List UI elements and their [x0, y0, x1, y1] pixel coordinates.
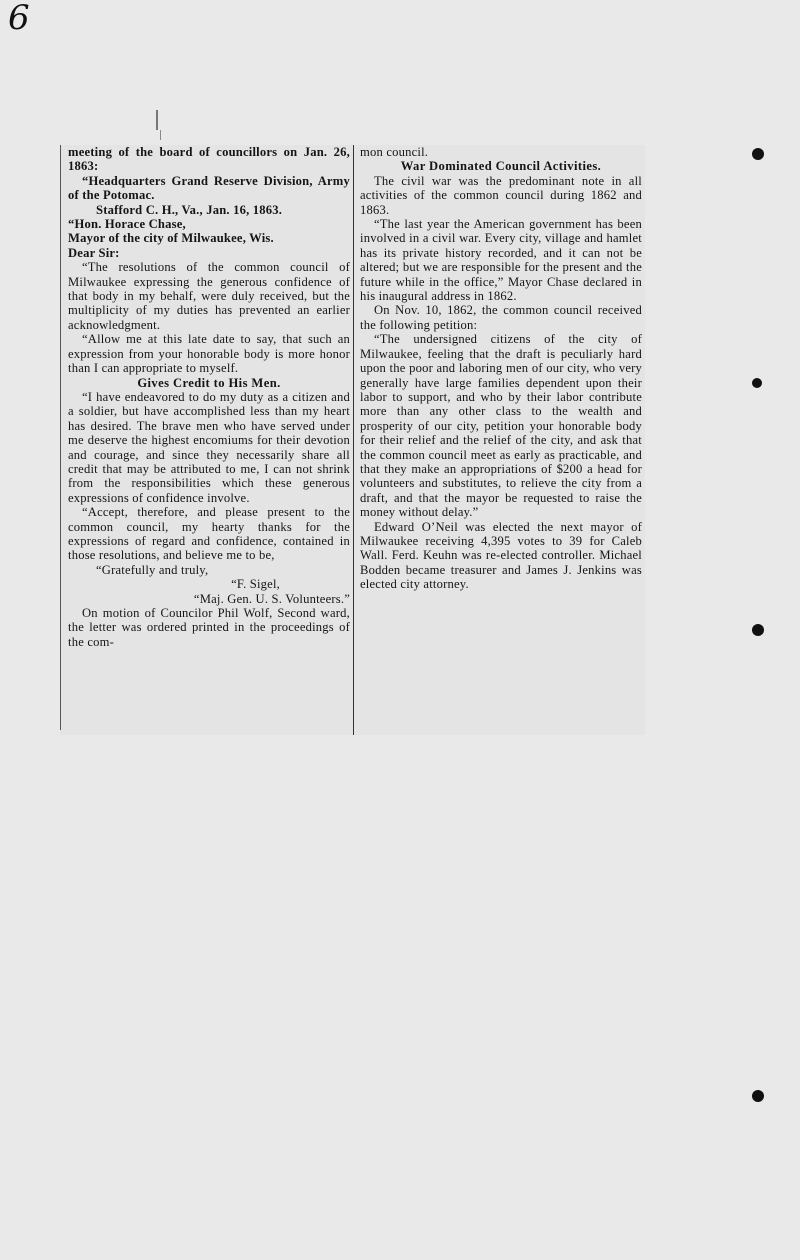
paragraph: On Nov. 10, 1862, the common council received the following petition: [360, 303, 642, 332]
letter-salutation: Dear Sir: [68, 245, 120, 260]
newspaper-clipping [60, 145, 645, 735]
binder-hole [752, 378, 762, 388]
letter-addressee-title: Mayor of the city of Milwaukee, Wis. [68, 231, 274, 246]
paragraph: “The resolutions of the common council of Milwaukee expressing the generous confidence of that body in my behalf, were duly received, but the multiplicity of my duties has prevented an earlier acknowledgment. [68, 260, 350, 332]
paragraph: Edward O’Neil was elected the next mayor of Milwaukee receiving 4,395 votes to 39 for Caleb Wall. Ferd. Keuhn was re-elected controller. Michael Bodden became treasurer and James J. Jenkins was elected city attorney. [360, 519, 642, 592]
paragraph: meeting of the board of councillors on Jan. 26, 1863: [68, 145, 350, 174]
letter-closing: “Gratefully and truly, [96, 562, 209, 577]
pencil-mark [160, 130, 161, 140]
letter-signature-title: “Maj. Gen. U. S. Volunteers.” [193, 591, 350, 606]
section-heading: War Dominated Council Activities. [400, 159, 602, 174]
page-number: 6 [8, 0, 30, 38]
right-column [360, 145, 642, 592]
paragraph: “I have endeavored to do my duty as a citizen and a soldier, but have accomplished less than my heart has desired. The brave men who have served under me deserve the highest encomiums for their devotion and courage, and since they necessarily share all credit that may be attributed to me, I can not shrink from the responsibilities which these generous expressions of confidence involve. [68, 389, 350, 505]
pencil-mark [156, 110, 158, 130]
letter-heading: “Headquarters Grand Reserve Division, Army of the Potomac. [68, 173, 350, 203]
binder-hole [752, 148, 764, 160]
paragraph: “The undersigned citizens of the city of Milwaukee, feeling that the draft is peculiarly hard upon the poor and laboring men of our city, who very generally have large families dependent upon their labor to support, and who by their labor contribute more than any other class to the wealth and prosperity of our city, petition your honorable body for their relief and the relief of the city, and ask that the common council meet as early as practicable, and that they make an appropriations of $200 a head for volunteers and substitutes, to relieve the city from a draft, and that the mayor be requested to raise the money without delay.” [360, 332, 642, 520]
left-column [68, 145, 350, 649]
paragraph: “The last year the American government has been involved in a civil war. Every city, village and hamlet has its private history recorded, and it can not be altered; but we are responsible for the present and the future while in the office,” Mayor Chase declared in his inaugural address in 1862. [360, 217, 642, 304]
paragraph: mon council. [360, 145, 429, 159]
section-heading: Gives Credit to His Men. [137, 375, 281, 390]
column-rule [353, 145, 354, 735]
clipping-edge [60, 145, 61, 730]
letter-signature: “F. Sigel, [231, 577, 280, 592]
paragraph: “Allow me at this late date to say, that such an expression from your honorable body is more honor than I can appropriate to myself. [68, 332, 350, 376]
binder-hole [752, 1090, 764, 1102]
letter-addressee: “Hon. Horace Chase, [68, 217, 186, 232]
paragraph: The civil war was the predominant note in all activities of the common council during 1862 and 1863. [360, 173, 642, 217]
binder-hole [752, 624, 764, 636]
letter-place-date: Stafford C. H., Va., Jan. 16, 1863. [96, 202, 283, 217]
paragraph: “Accept, therefore, and please present to the common council, my hearty thanks for the expressions of regard and confidence, contained in those resolutions, and believe me to be, [68, 505, 350, 563]
paragraph: On motion of Councilor Phil Wolf, Second ward, the letter was ordered printed in the proceedings of the com- [68, 606, 350, 649]
